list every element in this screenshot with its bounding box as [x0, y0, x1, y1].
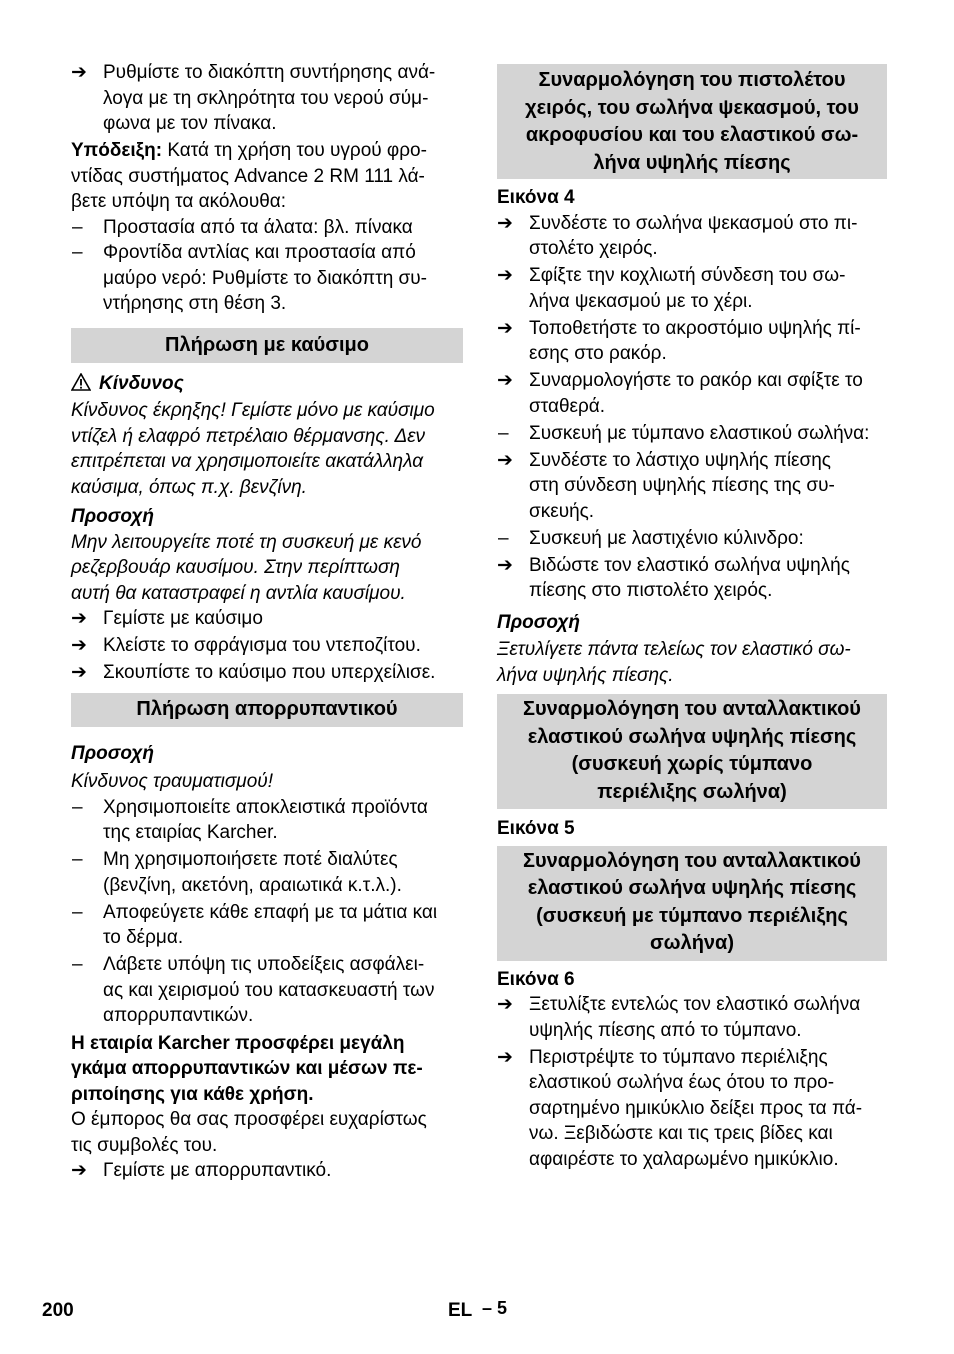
text-line: Κατά τη χρήση του υγρού φρο- [167, 140, 427, 161]
figure-ref-6: Εικόνα 6 [497, 968, 575, 990]
language-code: EL [448, 1300, 473, 1321]
text-line: Συσκευή με τύμπανο ελαστικού σωλήνα: [529, 422, 870, 444]
text-line: εσης στο ρακόρ. [529, 343, 667, 364]
caution-heading: Προσοχή [71, 742, 155, 764]
text-line: περιέλιξης σωλήνα) [597, 780, 787, 803]
dash-item-with-reel [497, 421, 887, 447]
danger-heading [71, 371, 463, 399]
step-adjust-switch [71, 60, 463, 137]
section-heading-spare-hose-with-reel [497, 846, 887, 961]
step-connect-spray-lance [497, 211, 887, 262]
text-line: στη σύνδεση υψηλής πίεσης της συ- [529, 475, 835, 496]
arrow-icon: ➔ [497, 449, 513, 471]
dash-item-safety-notes [71, 952, 463, 1029]
text-line: (συσκευή με τύμπανο περιέλιξης [536, 904, 848, 927]
section-heading-fuel: Πλήρωση με καύσιμο [71, 328, 463, 363]
arrow-icon: ➔ [71, 608, 87, 629]
text-line: βετε υπόψη τα ακόλουθα: [71, 191, 287, 212]
dash-item-karcher-products [71, 795, 463, 846]
dash-marker: – [72, 901, 83, 923]
text-line: Φροντίδα αντλίας και προστασία από [103, 242, 416, 263]
text-line: Συσκευή με λαστιχένιο κύλινδρο: [529, 527, 804, 549]
arrow-icon: ➔ [71, 62, 87, 83]
text-line: Ξετυλίξτε εντελώς τον ελαστικό σωλήνα [529, 994, 861, 1015]
text-line: φωνα με τον πίνακα. [103, 113, 277, 134]
arrow-icon: ➔ [71, 1160, 87, 1181]
text-line: της εταιρίας Karcher. [103, 822, 278, 843]
step-rotate-reel [497, 1045, 887, 1173]
text-line: Γεμίστε με απορρυπαντικό. [103, 1160, 332, 1181]
step-fill-detergent [71, 1158, 463, 1184]
dash-item-rubber-cylinder [497, 526, 887, 552]
caution-text: Κίνδυνος τραυματισμού! [71, 771, 273, 792]
text-line: Μην λειτουργείτε ποτέ τη συσκευή με κενό [71, 531, 422, 553]
arrow-icon: ➔ [497, 370, 513, 391]
figure-ref-4: Εικόνα 4 [497, 187, 575, 208]
text-line: Συνδέστε το σωλήνα ψεκασμού στο πι- [529, 212, 858, 234]
step-screw-hose [497, 553, 887, 604]
text-line: Συναρμολόγηση του πιστολέτου [538, 69, 846, 91]
text-line: Συναρμολογήστε το ρακόρ και σφίξτε το [529, 370, 863, 391]
text-line: λήνα ψεκασμού με το χέρι. [529, 290, 753, 312]
step-unwind-hose [497, 992, 887, 1043]
warning-triangle-icon [71, 373, 93, 399]
text-line: σκευής. [529, 500, 595, 522]
text-line: αφαιρέστε το χαλαρωμένο ημικύκλιο. [529, 1148, 839, 1170]
arrow-icon: ➔ [497, 317, 513, 339]
text-line: Κίνδυνος έκρηξης! Γεμίστε μόνο με καύσιμο [71, 400, 435, 421]
caution-heading: Προσοχή [71, 506, 155, 527]
text-line: Περιστρέψτε το τύμπανο περιέλιξης [529, 1046, 828, 1068]
text-line: Κλείστε το σφράγισμα του ντεποζίτου. [103, 635, 421, 656]
section-heading-assembly [497, 64, 887, 179]
text-line: σωλήνα) [650, 932, 734, 954]
hint-label: Υπόδειξη: [71, 140, 163, 161]
text-line: Γεμίστε με καύσιμο [103, 608, 263, 629]
text-line: νω. Ξεβιδώστε και τις τρεις βίδες και [529, 1123, 833, 1144]
text-line: λογα με τη σκληρότητα του νερού σύμ- [103, 87, 429, 109]
dash-marker: – [498, 527, 509, 549]
text-line: Συναρμολόγηση του ανταλλακτικού [523, 698, 861, 720]
section-heading-spare-hose-no-reel [497, 694, 887, 809]
dash-item-pump-care [71, 240, 463, 317]
text-line: λήνα υψηλής πίεσης. [497, 664, 674, 686]
text-line: Ξετυλίγετε πάντα τελείως τον ελαστικό σω- [497, 639, 851, 660]
text-line: Τοποθετήστε το ακροστόμιο υψηλής πί- [529, 317, 861, 339]
text-line: υψηλής πίεσης από το τύμπανο. [529, 1019, 802, 1041]
danger-text [71, 398, 463, 500]
step-connect-hose [497, 448, 887, 525]
text-line: (βενζίνη, ακετόνη, αραιωτικά κ.τ.λ.). [103, 874, 402, 896]
page-number: 200 [42, 1300, 74, 1321]
step-close-cap [71, 633, 463, 659]
text-line: σαρτημένο ημικύκλιο δείξει προς τα πά- [529, 1097, 863, 1119]
text-line: στολέτο χειρός. [529, 238, 658, 259]
text-line: Ρυθμίστε το διακόπτη συντήρησης ανά- [103, 62, 436, 83]
text-line: Χρησιμοποιείτε αποκλειστικά προϊόντα [103, 796, 428, 818]
text-line: Βιδώστε τον ελαστικό σωλήνα υψηλής [529, 554, 850, 576]
dash-marker: – [498, 422, 509, 444]
text-line: ρεζερβουάρ καυσίμου. Στην περίπτωση [71, 557, 400, 578]
text-line: ακροφυσίου και του ελαστικού σω- [525, 124, 859, 146]
text-line: Ο έμπορος θα σας προσφέρει ευχαρίστως [71, 1109, 427, 1130]
left-column [71, 60, 463, 1184]
text-line: Σφίξτε την κοχλιωτή σύνδεση του σω- [529, 265, 846, 286]
text-line: Συνδέστε το λάστιχο υψηλής πίεσης [529, 449, 831, 471]
arrow-icon: ➔ [497, 212, 513, 234]
text-line: (συσκευή χωρίς τύμπανο [571, 753, 813, 775]
danger-label: Κίνδυνος [99, 372, 184, 394]
text-line: αυτή θα καταστραφεί η αντλία καυσίμου. [71, 582, 406, 604]
arrow-icon: ➔ [71, 635, 87, 656]
text-line: Αποφεύγετε κάθε επαφή με τα μάτια και [103, 901, 438, 923]
text-line: Η εταιρία Karcher προσφέρει μεγάλη [71, 1032, 405, 1054]
step-fill-fuel [71, 606, 463, 632]
step-tighten-connection [497, 263, 887, 314]
text-line: λήνα υψηλής πίεσης [593, 151, 791, 174]
caution-heading: Προσοχή [497, 611, 581, 633]
text-line: ντήρησης στη θέση 3. [103, 293, 287, 314]
text-line: ριποίησης για κάθε χρήση. [71, 1083, 314, 1105]
arrow-icon: ➔ [497, 1046, 513, 1068]
text-line: ελαστικού σωλήνα υψηλής πίεσης [527, 877, 857, 899]
text-line: γκάμα απορρυπαντικών και μέσων πε- [71, 1058, 423, 1079]
text-line: ελαστικού σωλήνα υψηλής πίεσης [527, 725, 857, 748]
text-line: Συναρμολόγηση του ανταλλακτικού [523, 849, 861, 872]
section-page-number: – 5 [482, 1298, 508, 1318]
arrow-icon: ➔ [71, 662, 87, 683]
caution-text [497, 637, 887, 688]
text-line: Προστασία από τα άλατα: βλ. πίνακα [103, 216, 413, 238]
dash-marker: – [72, 796, 83, 818]
text-line: Μη χρησιμοποιήσετε ποτέ διαλύτες [103, 849, 398, 870]
hint-paragraph [71, 138, 463, 215]
text-line: πίεσης στο πιστολέτο χειρός. [529, 580, 773, 601]
right-column [497, 64, 887, 1172]
text-line: ας και χειρισμού του κατασκευαστή των [103, 979, 435, 1001]
dash-marker: – [72, 242, 83, 263]
text-line: επιτρέπεται να χρησιμοποιείτε ακατάλληλα [71, 451, 424, 472]
text-line: ντίζελ ή ελαφρό πετρέλαιο θέρμανσης. Δεν [71, 425, 426, 447]
text-line: απορρυπαντικών. [103, 1005, 254, 1026]
dash-marker: – [72, 216, 83, 238]
text-line: ελαστικού σωλήνα έως ότου το προ- [529, 1072, 835, 1093]
text-line: Σκουπίστε το καύσιμο που υπερχείλισε. [103, 662, 436, 683]
figure-ref-5: Εικόνα 5 [497, 818, 575, 839]
arrow-icon: ➔ [497, 265, 513, 286]
step-insert-nozzle [497, 316, 887, 367]
arrow-icon: ➔ [497, 554, 513, 576]
dash-item-salt [71, 215, 463, 241]
text-line: σταθερά. [529, 395, 606, 417]
step-wipe-fuel [71, 660, 463, 686]
text-line: το δέρμα. [103, 927, 184, 948]
section-heading-detergent: Πλήρωση απορρυπαντικού [71, 693, 463, 727]
arrow-icon: ➔ [497, 994, 513, 1015]
text-line: Λάβετε υπόψη τις υποδείξεις ασφάλει- [103, 954, 425, 975]
text-line: μαύρο νερό: Ρυθμίστε το διακόπτη συ- [103, 267, 427, 289]
dash-item-no-solvents [71, 847, 463, 898]
step-mount-nut [497, 368, 887, 419]
caution-text [71, 530, 463, 607]
text-line: τις συμβολές του. [71, 1134, 218, 1156]
karcher-range-paragraph [71, 1031, 463, 1108]
dash-marker: – [72, 849, 83, 870]
dealer-paragraph [71, 1107, 463, 1158]
text-line: ντίδας συστήματος Advance 2 RM 111 λά- [71, 165, 425, 187]
text-line: καύσιμα, όπως π.χ. βενζίνη. [71, 476, 307, 498]
dash-marker: – [72, 954, 83, 975]
dash-item-avoid-contact [71, 900, 463, 951]
text-line: χειρός, του σωλήνα ψεκασμού, του [525, 96, 859, 119]
